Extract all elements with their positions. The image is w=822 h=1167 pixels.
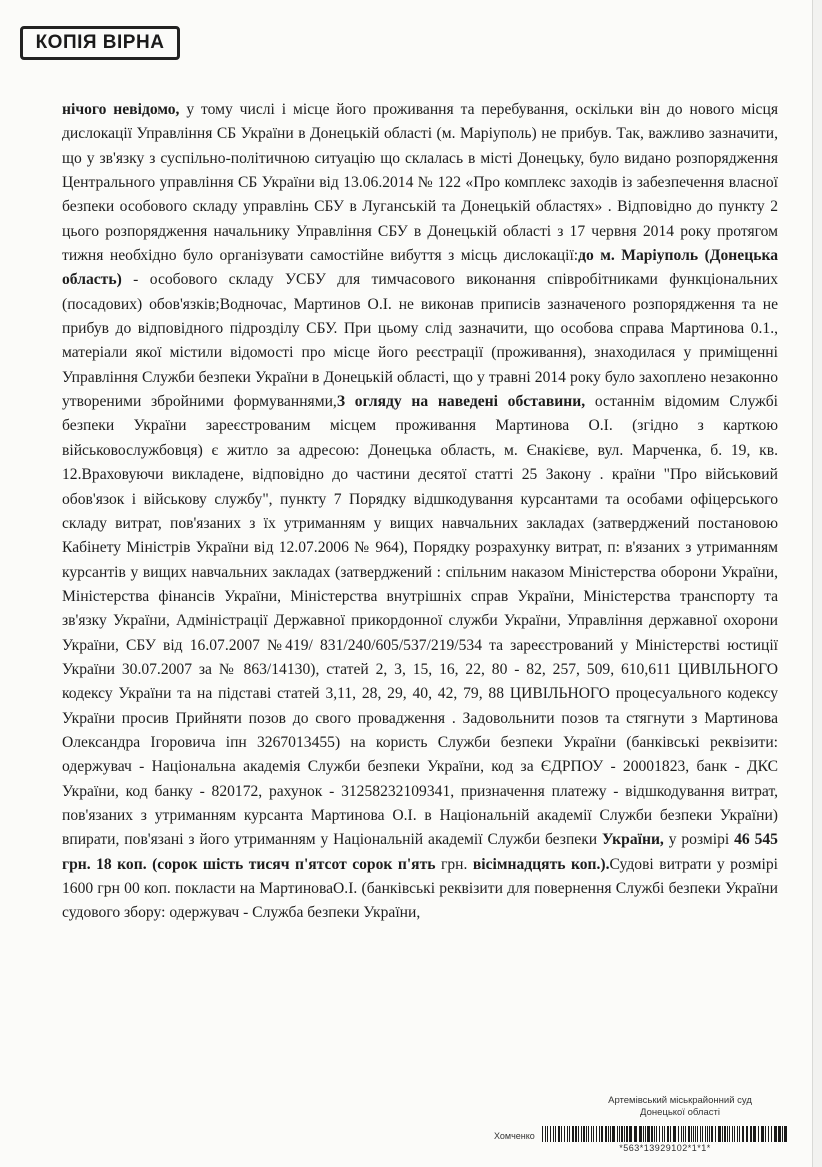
bold-fragment: 46 545 грн. 18 коп. (сорок шість тисяч п'ятсот сорок п'ять	[62, 831, 778, 873]
barcode-bar	[737, 1126, 738, 1142]
court-region: Донецької області	[640, 1107, 720, 1118]
barcode-bar	[782, 1126, 783, 1142]
barcode-bar	[659, 1126, 660, 1142]
bold-fragment: З огляду на наведені обставини,	[336, 393, 586, 411]
barcode-bar	[784, 1126, 787, 1142]
barcode-bar	[639, 1126, 642, 1142]
barcode-bar	[545, 1126, 546, 1142]
barcode-bar	[624, 1126, 625, 1142]
barcode-bar	[695, 1126, 696, 1142]
barcode-bar	[647, 1126, 650, 1142]
barcode-bar	[673, 1126, 676, 1142]
barcode-number: *563*13929102*1*1*	[619, 1143, 711, 1153]
barcode-bar	[774, 1126, 777, 1142]
barcode-bar	[564, 1126, 565, 1142]
barcode-bar	[643, 1126, 644, 1142]
barcode-bar	[761, 1126, 764, 1142]
stamp-label: КОПІЯ ВІРНА	[35, 32, 165, 53]
barcode-bar	[555, 1126, 556, 1142]
barcode-bar	[739, 1126, 740, 1142]
barcode-bar	[581, 1126, 582, 1142]
barcode-bar	[750, 1126, 752, 1142]
text-fragment: у тому числі і місце його проживання та перебування, оскільки він до нового місця дислокації Управління СБ України в Донецькій області (м. Маріуполь) не прибув. Так, важливо зазначити, що у зв'язку з суспільно-політичною ситуацію що склалась в місті Донецьку, було видано розпорядження Центрального управління СБ України від 13.06.2014 № 122 «Про комплекс заходів із забезпечення власної безпеки особового складу управлінь СБУ в Луганській та Донецькій областях» . Відповідно до пункту 2 цього розпорядження начальнику Управління СБУ в Донецькій області з 17 червня 2014 року протягом тижня необхідно було організувати самостійне вибуття з місць дислокації:	[62, 101, 778, 265]
barcode-bar	[575, 1126, 577, 1142]
bold-fragment: вісімнадцять коп.).	[472, 855, 610, 873]
barcode-bar	[610, 1126, 611, 1142]
barcode-bar	[678, 1126, 679, 1142]
barcode-bar	[693, 1126, 694, 1142]
barcode-bar	[612, 1126, 615, 1142]
barcode	[540, 1126, 788, 1142]
barcode-bar	[758, 1126, 759, 1142]
barcode-bar	[662, 1126, 663, 1142]
barcode-bar	[702, 1126, 703, 1142]
text-fragment: грн.	[435, 855, 473, 873]
barcode-bar	[626, 1126, 628, 1142]
barcode-bar	[715, 1126, 716, 1142]
barcode-bar	[558, 1126, 560, 1142]
barcode-bar	[711, 1126, 713, 1142]
barcode-bar	[572, 1126, 574, 1142]
barcode-bar	[722, 1126, 723, 1142]
barcode-bar	[547, 1126, 548, 1142]
barcode-bar	[542, 1126, 543, 1142]
barcode-bar	[550, 1126, 551, 1142]
barcode-bar	[685, 1126, 686, 1142]
barcode-bar	[619, 1126, 620, 1142]
barcode-bar	[608, 1126, 609, 1142]
barcode-bar	[629, 1126, 632, 1142]
certified-copy-stamp	[20, 26, 180, 60]
text-fragment: останнім відомим Службі безпеки України зареєстрованим місцем проживання Мартинова О.І. (згідно з карткою військовослужбовця) є житло за адресою: Донецька область, м. Єнакієве, вул. Марченка, б. 19, кв. 12.Враховуючи викладене, відповідно до частини десятої статті 25 Закону . країни "Про військовий обов'язок і військову службу", пункту 7 Порядку відшкодування курсантами та особами офіцерського складу витрат, пов'язаних з їх утриманням у вищих навчальних закладах (затверджений постановою Кабінету Міністрів України від 12.07.2006 № 964), Порядку розрахунку витрат, п: в'язаних з утриманням курсантів у вищих навчальних закладах (затверджений : спільним наказом Міністерства оборони України, Міністерства фінансів України, Міністерства внутрішніх справ України, Міністерства транспорту та зв'язку України, Адміністрації Державної прикордонної служби України, Управління державної охорони України, СБУ від 16.07.2007 №419/ 831/240/605/537/219/534 та зареєстрований у Міністерстві юстиції України 30.07.2007 за № 863/14130), статей 2, 3, 15, 16, 22, 80 - 82, 257, 509, 610,611 ЦИВІЛЬНОГО кодексу України та на підставі статей 3,11, 28, 29, 40, 42, 79, 88 ЦИВІЛЬНОГО процесуального кодексу України просив Прийняти позов до свого провадження . Задовольнити позов та стягнути з Мартинова Олександра Ігоровича іпн 3267013455) на користь Служби безпеки України (банківські реквізити: одержувач - Національна академія Служби безпеки України, код за ЄДРПОУ - 20001823, банк - ДКС України, код банку - 820172, рахунок - 31258232109341, призначення платежу - відшкодування витрат, пов'язаних з утриманням курсанта Мартинова О.І. в Національній академії Служби безпеки України) впирати, пов'язані з його утриманням у Національній академії Служби безпеки	[62, 393, 778, 849]
document-body	[62, 98, 778, 926]
barcode-bar	[621, 1126, 623, 1142]
barcode-bar	[732, 1126, 733, 1142]
barcode-bar	[561, 1126, 562, 1142]
barcode-bar	[709, 1126, 710, 1142]
bold-fragment: України,	[602, 831, 664, 849]
barcode-bar	[691, 1126, 692, 1142]
court-stamp	[560, 1095, 800, 1119]
barcode-bar	[569, 1126, 570, 1142]
barcode-bar	[667, 1126, 669, 1142]
clerk-name: Хомченко	[494, 1131, 535, 1141]
barcode-bar	[765, 1126, 766, 1142]
barcode-bar	[707, 1126, 708, 1142]
barcode-bar	[645, 1126, 646, 1142]
barcode-bar	[567, 1126, 568, 1142]
barcode-bar	[724, 1126, 726, 1142]
barcode-bar	[727, 1126, 728, 1142]
barcode-bar	[700, 1126, 701, 1142]
barcode-bar	[778, 1126, 781, 1142]
barcode-bar	[683, 1126, 684, 1142]
barcode-bar	[588, 1126, 589, 1142]
barcode-bar	[605, 1126, 607, 1142]
text-fragment: у розмірі	[663, 831, 735, 849]
bold-fragment: нічого невідомо,	[62, 101, 180, 118]
barcode-bar	[583, 1126, 585, 1142]
barcode-bar	[768, 1126, 769, 1142]
barcode-bar	[617, 1126, 618, 1142]
barcode-bar	[670, 1126, 671, 1142]
barcode-bar	[654, 1126, 655, 1142]
text-fragment: Судові витрати у розмірі 1600 грн 00 коп. покласти на МартиноваО.І. (банківські реквізити для повернення Службі безпеки України судового збору: одержувач - Служба безпеки України,	[62, 855, 779, 922]
barcode-bar	[771, 1126, 772, 1142]
barcode-bar	[734, 1126, 735, 1142]
text-fragment: - особового складу УСБУ для тимчасового виконання співробітниками функціональних (посадових) обов'язків;Водночас, Мартинов О.І. не виконав приписів зазначеного розпорядження та не прибув до відповідного підрозділу СБУ. При цьому слід зазначити, що особова справа Мартинова 0.1., матеріали якої містили відомості про місце його реєстрації (проживання), знаходилася у приміщенні Управління Служби безпеки України в Донецькій області, що у травні 2014 року було захоплено незаконно утвореними збройними формуваннями,	[62, 271, 778, 411]
barcode-bar	[651, 1126, 653, 1142]
barcode-bar	[578, 1126, 579, 1142]
barcode-bar	[753, 1126, 756, 1142]
barcode-bar	[596, 1126, 597, 1142]
barcode-bar	[746, 1126, 748, 1142]
barcode-bar	[688, 1126, 690, 1142]
barcode-bar	[729, 1126, 730, 1142]
barcode-bar	[697, 1126, 698, 1142]
barcode-bar	[705, 1126, 706, 1142]
barcode-bar	[681, 1126, 682, 1142]
barcode-bar	[591, 1126, 592, 1142]
barcode-bar	[599, 1126, 600, 1142]
court-name: Артемівський міськрайонний суд	[608, 1095, 752, 1106]
barcode-bar	[664, 1126, 665, 1142]
barcode-bar	[593, 1126, 594, 1142]
barcode-bar	[742, 1126, 744, 1142]
barcode-bar	[601, 1126, 603, 1142]
barcode-bar	[634, 1126, 637, 1142]
bold-fragment: до м. Маріуполь (Донецька область)	[62, 247, 778, 289]
barcode-bar	[656, 1126, 657, 1142]
barcode-bar	[586, 1126, 587, 1142]
barcode-bar	[718, 1126, 721, 1142]
barcode-bar	[553, 1126, 554, 1142]
